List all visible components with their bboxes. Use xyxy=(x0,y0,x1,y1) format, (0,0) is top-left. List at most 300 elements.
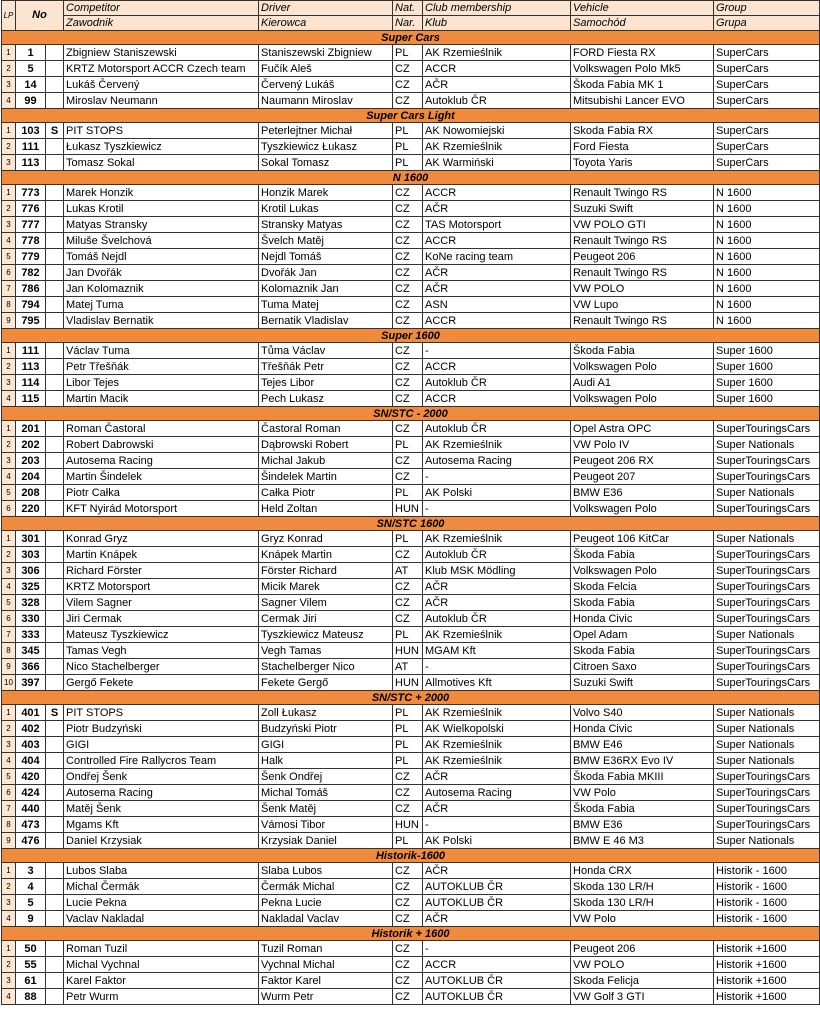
entry-club: ACCR xyxy=(423,391,571,407)
entry-club: AK Polski xyxy=(423,485,571,501)
entry-flag xyxy=(46,547,64,563)
entry-competitor: Lukáš Červený xyxy=(64,77,259,93)
entry-driver: Třešňák Petr xyxy=(259,359,393,375)
entry-flag xyxy=(46,453,64,469)
entry-competitor: Roman Tuzil xyxy=(64,941,259,957)
entry-club: AK Rzemieślnik xyxy=(423,139,571,155)
entry-number: 4 xyxy=(16,879,46,895)
entry-vehicle: BMW E46 xyxy=(571,737,714,753)
entry-number: 113 xyxy=(16,155,46,171)
entry-competitor: Richard Förster xyxy=(64,563,259,579)
entry-lp: 2 xyxy=(2,139,16,155)
entry-group: N 1600 xyxy=(714,233,820,249)
table-row xyxy=(2,817,820,833)
entry-lp: 4 xyxy=(2,753,16,769)
entry-club: - xyxy=(423,469,571,485)
section-title: Super Cars Light xyxy=(2,109,820,123)
entry-lp: 2 xyxy=(2,61,16,77)
entry-lp: 4 xyxy=(2,233,16,249)
entry-group: Super Nationals xyxy=(714,753,820,769)
entry-nationality: CZ xyxy=(393,61,423,77)
section-title: SN/STC + 2000 xyxy=(2,691,820,705)
entry-number: 201 xyxy=(16,421,46,437)
entry-flag xyxy=(46,343,64,359)
entry-vehicle: Škoda Fabia MKIII xyxy=(571,769,714,785)
entry-lp: 8 xyxy=(2,297,16,313)
entry-lp: 2 xyxy=(2,201,16,217)
entry-club: AČR xyxy=(423,911,571,927)
entry-club: AČR xyxy=(423,201,571,217)
entry-vehicle: Skoda Felicja xyxy=(571,973,714,989)
entry-group: N 1600 xyxy=(714,217,820,233)
table-row xyxy=(2,313,820,329)
entry-competitor: Lubos Slaba xyxy=(64,863,259,879)
entry-lp: 1 xyxy=(2,421,16,437)
entry-nationality: AT xyxy=(393,563,423,579)
header-nat: Nat. xyxy=(393,1,423,16)
entry-driver: Gryz Konrad xyxy=(259,531,393,547)
entry-nationality: PL xyxy=(393,705,423,721)
entry-lp: 2 xyxy=(2,721,16,737)
header-lp: LP xyxy=(2,1,16,31)
entry-nationality: PL xyxy=(393,721,423,737)
entry-competitor: KRTZ Motorsport ACCR Czech team xyxy=(64,61,259,77)
entry-vehicle: VW Lupo xyxy=(571,297,714,313)
table-row xyxy=(2,437,820,453)
entry-vehicle: Toyota Yaris xyxy=(571,155,714,171)
entry-nationality: PL xyxy=(393,833,423,849)
entry-group: SuperCars xyxy=(714,61,820,77)
entry-club: AK Rzemieślnik xyxy=(423,737,571,753)
entry-competitor: Martin Macik xyxy=(64,391,259,407)
entry-vehicle: VW Polo xyxy=(571,785,714,801)
entry-number: 779 xyxy=(16,249,46,265)
entry-number: 330 xyxy=(16,611,46,627)
entry-competitor: KRTZ Motorsport xyxy=(64,579,259,595)
entry-number: 424 xyxy=(16,785,46,801)
entry-club: AK Rzemieślnik xyxy=(423,45,571,61)
table-row xyxy=(2,93,820,109)
entry-club: Autoklub ČR xyxy=(423,93,571,109)
header-kierowca: Kierowca xyxy=(259,16,393,31)
entry-number: 14 xyxy=(16,77,46,93)
header-row-pl xyxy=(2,16,820,31)
entry-number: 301 xyxy=(16,531,46,547)
entry-flag: S xyxy=(46,705,64,721)
entry-group: Super Nationals xyxy=(714,531,820,547)
entry-driver: Micik Marek xyxy=(259,579,393,595)
entry-competitor: Vladislav Bernatik xyxy=(64,313,259,329)
entry-lp: 10 xyxy=(2,675,16,691)
entry-vehicle: Skoda Fabia RX xyxy=(571,123,714,139)
entry-competitor: Tomasz Sokal xyxy=(64,155,259,171)
entry-vehicle: Renault Twingo RS xyxy=(571,313,714,329)
entry-driver: Švelch Matěj xyxy=(259,233,393,249)
table-row xyxy=(2,863,820,879)
entry-nationality: CZ xyxy=(393,281,423,297)
entry-competitor: Tomáš Nejdl xyxy=(64,249,259,265)
entry-nationality: CZ xyxy=(393,973,423,989)
entry-flag xyxy=(46,817,64,833)
entry-nationality: PL xyxy=(393,627,423,643)
entry-club: Autoklub ČR xyxy=(423,375,571,391)
header-samochod: Samochód xyxy=(571,16,714,31)
entry-flag xyxy=(46,721,64,737)
entry-driver: Wurm Petr xyxy=(259,989,393,1005)
entry-driver: GIGI xyxy=(259,737,393,753)
entry-nationality: CZ xyxy=(393,957,423,973)
table-row xyxy=(2,801,820,817)
entry-driver: Michal Jakub xyxy=(259,453,393,469)
entry-club: ACCR xyxy=(423,313,571,329)
entry-club: AČR xyxy=(423,769,571,785)
entry-driver: Budzyński Piotr xyxy=(259,721,393,737)
section-header xyxy=(2,31,820,45)
entry-competitor: Miroslav Neumann xyxy=(64,93,259,109)
entry-flag xyxy=(46,579,64,595)
entry-vehicle: Renault Twingo RS xyxy=(571,265,714,281)
table-row xyxy=(2,421,820,437)
entry-vehicle: VW POLO xyxy=(571,957,714,973)
entry-group: SuperTouringsCars xyxy=(714,421,820,437)
entry-flag xyxy=(46,659,64,675)
entry-club: Autoklub ČR xyxy=(423,421,571,437)
entry-group: Super 1600 xyxy=(714,343,820,359)
entry-driver: Šindelek Martin xyxy=(259,469,393,485)
entry-club: Autosema Racing xyxy=(423,453,571,469)
entry-vehicle: Volkswagen Polo xyxy=(571,501,714,517)
entry-lp: 3 xyxy=(2,155,16,171)
entry-vehicle: BMW E 46 M3 xyxy=(571,833,714,849)
entry-number: 306 xyxy=(16,563,46,579)
entry-driver: Michal Tomáš xyxy=(259,785,393,801)
section-title: Historik-1600 xyxy=(2,849,820,863)
entry-flag xyxy=(46,375,64,391)
entry-nationality: CZ xyxy=(393,895,423,911)
entry-number: 366 xyxy=(16,659,46,675)
entry-competitor: Piotr Budzyński xyxy=(64,721,259,737)
entry-lp: 3 xyxy=(2,217,16,233)
entry-competitor: Michal Vychnal xyxy=(64,957,259,973)
entry-club: AK Rzemieślnik xyxy=(423,531,571,547)
entry-vehicle: Suzuki Swift xyxy=(571,675,714,691)
entry-vehicle: VW Polo IV xyxy=(571,437,714,453)
entry-nationality: CZ xyxy=(393,989,423,1005)
entry-flag xyxy=(46,233,64,249)
entry-club: ACCR xyxy=(423,61,571,77)
table-row xyxy=(2,753,820,769)
table-row xyxy=(2,77,820,93)
entry-flag xyxy=(46,737,64,753)
entry-number: 782 xyxy=(16,265,46,281)
entry-flag xyxy=(46,313,64,329)
table-row xyxy=(2,185,820,201)
entry-vehicle: FORD Fiesta RX xyxy=(571,45,714,61)
entry-group: N 1600 xyxy=(714,313,820,329)
entry-competitor: Jiri Cermak xyxy=(64,611,259,627)
entry-nationality: CZ xyxy=(393,579,423,595)
entry-group: Historik - 1600 xyxy=(714,911,820,927)
entry-group: N 1600 xyxy=(714,249,820,265)
entry-lp: 8 xyxy=(2,643,16,659)
entry-group: N 1600 xyxy=(714,185,820,201)
entry-flag xyxy=(46,93,64,109)
entry-number: 773 xyxy=(16,185,46,201)
entry-club: AČR xyxy=(423,595,571,611)
entry-lp: 1 xyxy=(2,863,16,879)
entry-driver: Knápek Martin xyxy=(259,547,393,563)
entry-competitor: Mgams Kft xyxy=(64,817,259,833)
entry-group: Historik - 1600 xyxy=(714,863,820,879)
entry-nationality: CZ xyxy=(393,769,423,785)
entry-group: Super Nationals xyxy=(714,627,820,643)
entry-competitor: Konrad Gryz xyxy=(64,531,259,547)
header-driver: Driver xyxy=(259,1,393,16)
table-row xyxy=(2,343,820,359)
entry-driver: Červený Lukáš xyxy=(259,77,393,93)
entry-competitor: Nico Stachelberger xyxy=(64,659,259,675)
table-row xyxy=(2,249,820,265)
entry-flag xyxy=(46,155,64,171)
entry-competitor: Controlled Fire Rallycros Team xyxy=(64,753,259,769)
entry-nationality: CZ xyxy=(393,941,423,957)
entry-driver: Halk xyxy=(259,753,393,769)
entry-group: SuperCars xyxy=(714,139,820,155)
entry-vehicle: Opel Astra OPC xyxy=(571,421,714,437)
entry-number: 328 xyxy=(16,595,46,611)
entry-competitor: Autosema Racing xyxy=(64,785,259,801)
entry-club: AUTOKLUB ČR xyxy=(423,973,571,989)
entry-group: Super Nationals xyxy=(714,437,820,453)
entry-driver: Peterlejtner Michał xyxy=(259,123,393,139)
entry-vehicle: Volkswagen Polo Mk5 xyxy=(571,61,714,77)
table-row xyxy=(2,547,820,563)
entry-nationality: CZ xyxy=(393,201,423,217)
entry-number: 777 xyxy=(16,217,46,233)
entry-flag xyxy=(46,61,64,77)
entry-flag xyxy=(46,77,64,93)
table-row xyxy=(2,155,820,171)
entry-club: AK Rzemieślnik xyxy=(423,753,571,769)
entry-competitor: Marek Honzik xyxy=(64,185,259,201)
entry-competitor: Jan Dvořák xyxy=(64,265,259,281)
entry-driver: Sagner Vilem xyxy=(259,595,393,611)
entry-lp: 1 xyxy=(2,705,16,721)
table-row xyxy=(2,721,820,737)
entry-number: 345 xyxy=(16,643,46,659)
section-header xyxy=(2,171,820,185)
entry-competitor: KFT Nyirád Motorsport xyxy=(64,501,259,517)
header-klub: Klub xyxy=(423,16,571,31)
entry-driver: Dvořák Jan xyxy=(259,265,393,281)
entry-group: SuperTouringsCars xyxy=(714,469,820,485)
entry-lp: 3 xyxy=(2,453,16,469)
entry-number: 99 xyxy=(16,93,46,109)
entry-number: 113 xyxy=(16,359,46,375)
entry-competitor: Ondřej Šenk xyxy=(64,769,259,785)
entry-number: 303 xyxy=(16,547,46,563)
entry-lp: 2 xyxy=(2,879,16,895)
entry-number: 204 xyxy=(16,469,46,485)
entry-nationality: CZ xyxy=(393,313,423,329)
entry-group: SuperCars xyxy=(714,45,820,61)
entry-flag xyxy=(46,957,64,973)
entry-vehicle: Peugeot 206 RX xyxy=(571,453,714,469)
entry-nationality: CZ xyxy=(393,265,423,281)
entry-group: Super 1600 xyxy=(714,359,820,375)
table-row xyxy=(2,359,820,375)
entry-vehicle: Honda Civic xyxy=(571,611,714,627)
entry-nationality: PL xyxy=(393,437,423,453)
entry-nationality: CZ xyxy=(393,879,423,895)
entry-vehicle: Audi A1 xyxy=(571,375,714,391)
entry-competitor: Petr Wurm xyxy=(64,989,259,1005)
entry-group: SuperTouringsCars xyxy=(714,453,820,469)
entry-flag xyxy=(46,675,64,691)
entry-lp: 3 xyxy=(2,973,16,989)
section-header xyxy=(2,691,820,705)
entry-club: AČR xyxy=(423,579,571,595)
entry-vehicle: Škoda Fabia MK 1 xyxy=(571,77,714,93)
entry-driver: Kolomaznik Jan xyxy=(259,281,393,297)
entry-nationality: PL xyxy=(393,139,423,155)
entry-competitor: Václav Tuma xyxy=(64,343,259,359)
header-club: Club membership xyxy=(423,1,571,16)
entry-driver: Förster Richard xyxy=(259,563,393,579)
entry-number: 401 xyxy=(16,705,46,721)
entry-flag xyxy=(46,281,64,297)
entry-number: 220 xyxy=(16,501,46,517)
entry-group: Historik - 1600 xyxy=(714,879,820,895)
entry-vehicle: BMW E36 xyxy=(571,817,714,833)
entry-flag: S xyxy=(46,123,64,139)
entry-competitor: Piotr Całka xyxy=(64,485,259,501)
table-row xyxy=(2,675,820,691)
table-row xyxy=(2,659,820,675)
table-row xyxy=(2,139,820,155)
entry-group: SuperTouringsCars xyxy=(714,563,820,579)
entry-lp: 5 xyxy=(2,485,16,501)
entry-group: SuperTouringsCars xyxy=(714,675,820,691)
entry-driver: Šenk Ondřej xyxy=(259,769,393,785)
entry-number: 397 xyxy=(16,675,46,691)
entry-vehicle: Volkswagen Polo xyxy=(571,391,714,407)
entry-driver: Krotil Lukas xyxy=(259,201,393,217)
entry-flag xyxy=(46,911,64,927)
entry-flag xyxy=(46,863,64,879)
entry-group: Historik +1600 xyxy=(714,957,820,973)
entry-competitor: Martin Knápek xyxy=(64,547,259,563)
entry-group: SuperTouringsCars xyxy=(714,501,820,517)
entry-number: 778 xyxy=(16,233,46,249)
entry-driver: Tejes Libor xyxy=(259,375,393,391)
entry-vehicle: Ford Fiesta xyxy=(571,139,714,155)
entry-group: N 1600 xyxy=(714,265,820,281)
entry-nationality: CZ xyxy=(393,185,423,201)
entry-lp: 7 xyxy=(2,281,16,297)
entry-competitor: Miluše Švelchová xyxy=(64,233,259,249)
entry-number: 776 xyxy=(16,201,46,217)
entry-lp: 2 xyxy=(2,957,16,973)
entry-group: SuperTouringsCars xyxy=(714,595,820,611)
entry-driver: Tyszkiewicz Łukasz xyxy=(259,139,393,155)
entry-group: Historik +1600 xyxy=(714,973,820,989)
entry-group: Super Nationals xyxy=(714,705,820,721)
entry-vehicle: Volkswagen Polo xyxy=(571,359,714,375)
entry-club: - xyxy=(423,343,571,359)
table-row xyxy=(2,453,820,469)
entry-group: SuperTouringsCars xyxy=(714,817,820,833)
entry-group: SuperTouringsCars xyxy=(714,643,820,659)
entry-competitor: Vaclav Nakladal xyxy=(64,911,259,927)
entry-competitor: PIT STOPS xyxy=(64,123,259,139)
section-title: Super 1600 xyxy=(2,329,820,343)
entry-competitor: Petr Třešňák xyxy=(64,359,259,375)
table-row xyxy=(2,989,820,1005)
entry-number: 114 xyxy=(16,375,46,391)
entry-number: 203 xyxy=(16,453,46,469)
entry-vehicle: Mitsubishi Lancer EVO xyxy=(571,93,714,109)
table-row xyxy=(2,627,820,643)
table-row xyxy=(2,469,820,485)
entry-competitor: Michal Čermák xyxy=(64,879,259,895)
entry-nationality: PL xyxy=(393,155,423,171)
header-zawodnik: Zawodnik xyxy=(64,16,259,31)
entry-nationality: CZ xyxy=(393,297,423,313)
entry-flag xyxy=(46,297,64,313)
entry-club: AK Polski xyxy=(423,833,571,849)
entry-group: SuperCars xyxy=(714,155,820,171)
entry-driver: Tuzil Roman xyxy=(259,941,393,957)
entry-club: - xyxy=(423,659,571,675)
entry-number: 208 xyxy=(16,485,46,501)
entry-club: ASN xyxy=(423,297,571,313)
entry-vehicle: Škoda Fabia xyxy=(571,801,714,817)
entry-flag xyxy=(46,265,64,281)
entry-nationality: CZ xyxy=(393,421,423,437)
entry-competitor: Lucie Pekna xyxy=(64,895,259,911)
entry-competitor: Daniel Krzysiak xyxy=(64,833,259,849)
entry-competitor: PIT STOPS xyxy=(64,705,259,721)
entry-flag xyxy=(46,785,64,801)
entry-flag xyxy=(46,217,64,233)
entry-lp: 4 xyxy=(2,469,16,485)
entry-nationality: HUN xyxy=(393,643,423,659)
entry-driver: Fučík Aleš xyxy=(259,61,393,77)
entry-driver: Častoral Roman xyxy=(259,421,393,437)
entry-lp: 9 xyxy=(2,313,16,329)
entry-lp: 7 xyxy=(2,801,16,817)
entry-club: Klub MSK Mödling xyxy=(423,563,571,579)
entry-group: Historik +1600 xyxy=(714,941,820,957)
entry-vehicle: VW Polo xyxy=(571,911,714,927)
entry-number: 5 xyxy=(16,895,46,911)
entry-driver: Vámosi Tibor xyxy=(259,817,393,833)
entry-lp: 1 xyxy=(2,941,16,957)
entry-driver: Krzysiak Daniel xyxy=(259,833,393,849)
entry-flag xyxy=(46,833,64,849)
header-row-en xyxy=(2,1,820,16)
entry-group: Super 1600 xyxy=(714,391,820,407)
header-competitor: Competitor xyxy=(64,1,259,16)
entry-nationality: CZ xyxy=(393,249,423,265)
entry-lp: 3 xyxy=(2,563,16,579)
entry-club: - xyxy=(423,501,571,517)
entry-group: SuperCars xyxy=(714,77,820,93)
entry-driver: Całka Piotr xyxy=(259,485,393,501)
entry-flag xyxy=(46,643,64,659)
entry-group: SuperTouringsCars xyxy=(714,611,820,627)
